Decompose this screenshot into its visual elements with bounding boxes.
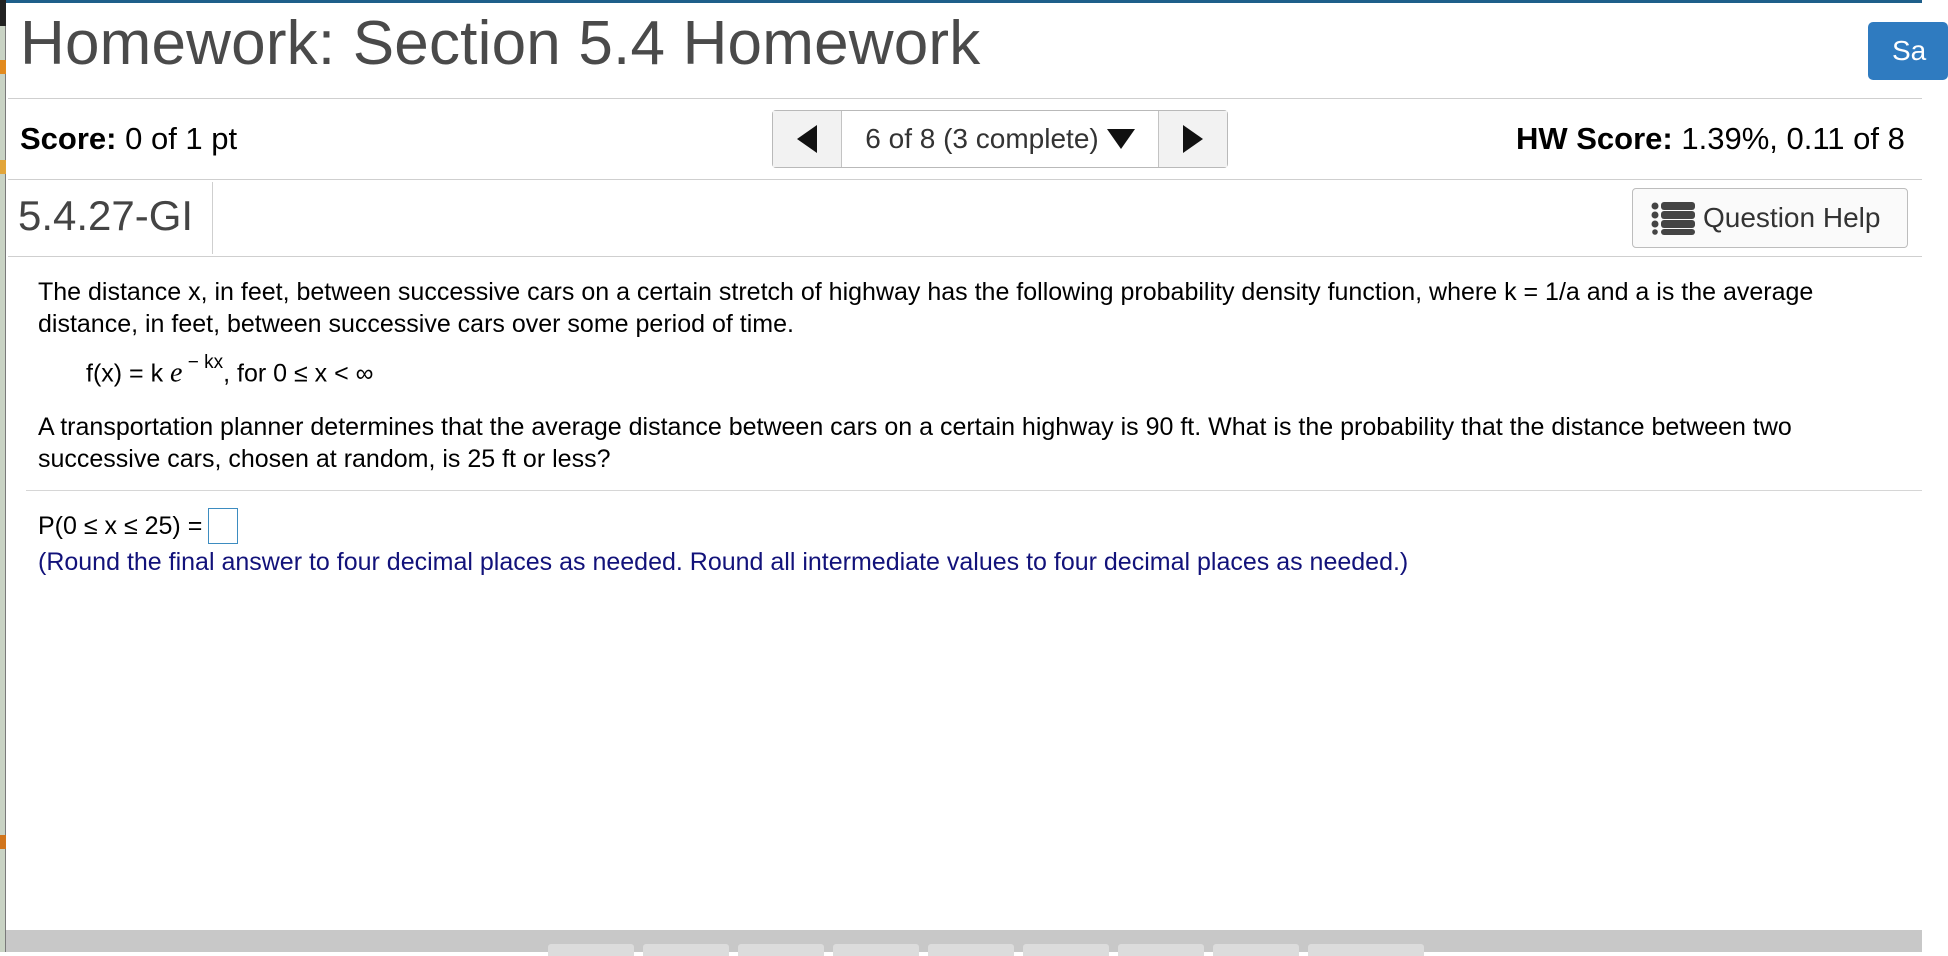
score-value: 0 of 1 pt (125, 121, 238, 156)
toolbar-tab[interactable] (1118, 944, 1204, 956)
question-help-button[interactable] (1632, 188, 1908, 248)
hw-score-display (1516, 121, 1905, 157)
toolbar-tab[interactable] (643, 944, 729, 956)
problem-intro-text: The distance x, in feet, between successive cars on a certain stretch of highway has the following probability density function, where k = 1/a and a is the average distance, in feet, between successive cars over some period of time. (38, 278, 1814, 338)
rounding-instructions: (Round the final answer to four decimal places as needed. Round all intermediate values to four decimal places as needed.) (38, 548, 1409, 576)
answer-input[interactable] (208, 508, 238, 544)
question-progress-text: 6 of 8 (3 complete) (865, 123, 1099, 154)
question-navigator (772, 110, 1228, 168)
score-display (20, 121, 237, 157)
question-id: 5.4.27-GI (18, 192, 194, 239)
formula-exponent: − kx (182, 352, 224, 373)
answer-line (38, 508, 238, 544)
hw-score-value: 1.39%, 0.11 of 8 (1681, 121, 1905, 156)
next-question-button[interactable] (1158, 111, 1227, 167)
divider (26, 490, 1922, 491)
toolbar-tab[interactable] (928, 944, 1014, 956)
hw-score-label: HW Score: (1516, 121, 1673, 156)
divider (8, 179, 1922, 180)
toolbar-tab[interactable] (1023, 944, 1109, 956)
toolbar-tab[interactable] (1213, 944, 1299, 956)
density-formula (86, 352, 374, 389)
divider (8, 98, 1922, 99)
question-help-label: Question Help (1703, 202, 1881, 233)
chevron-right-icon (1183, 125, 1203, 153)
formula-domain: , for 0 ≤ x < ∞ (223, 359, 374, 388)
page-title: Homework: Section 5.4 Homework (20, 9, 981, 78)
divider (212, 182, 213, 254)
divider (8, 256, 1922, 257)
toolbar-tab[interactable] (738, 944, 824, 956)
list-icon (1651, 201, 1697, 235)
caret-down-icon (1107, 129, 1135, 149)
formula-lhs: f(x) = k (86, 359, 171, 388)
problem-question-text: A transportation planner determines that the average distance between cars on a certain highway is 90 ft. What is the probability that the distance between two successive cars, chosen at random, is 25 ft or less? (38, 413, 1792, 473)
toolbar-tab[interactable] (1308, 944, 1424, 956)
question-select-dropdown[interactable] (842, 111, 1158, 167)
save-button[interactable]: Sa (1868, 22, 1948, 80)
answer-label: P(0 ≤ x ≤ 25) = (38, 511, 203, 540)
score-label: Score: (20, 121, 117, 156)
toolbar-tab[interactable] (833, 944, 919, 956)
formula-e: e (170, 357, 183, 389)
top-accent-strip (0, 0, 1922, 3)
chevron-left-icon (797, 125, 817, 153)
toolbar-tab[interactable] (548, 944, 634, 956)
previous-question-button[interactable] (773, 111, 842, 167)
left-window-edge (0, 0, 6, 952)
